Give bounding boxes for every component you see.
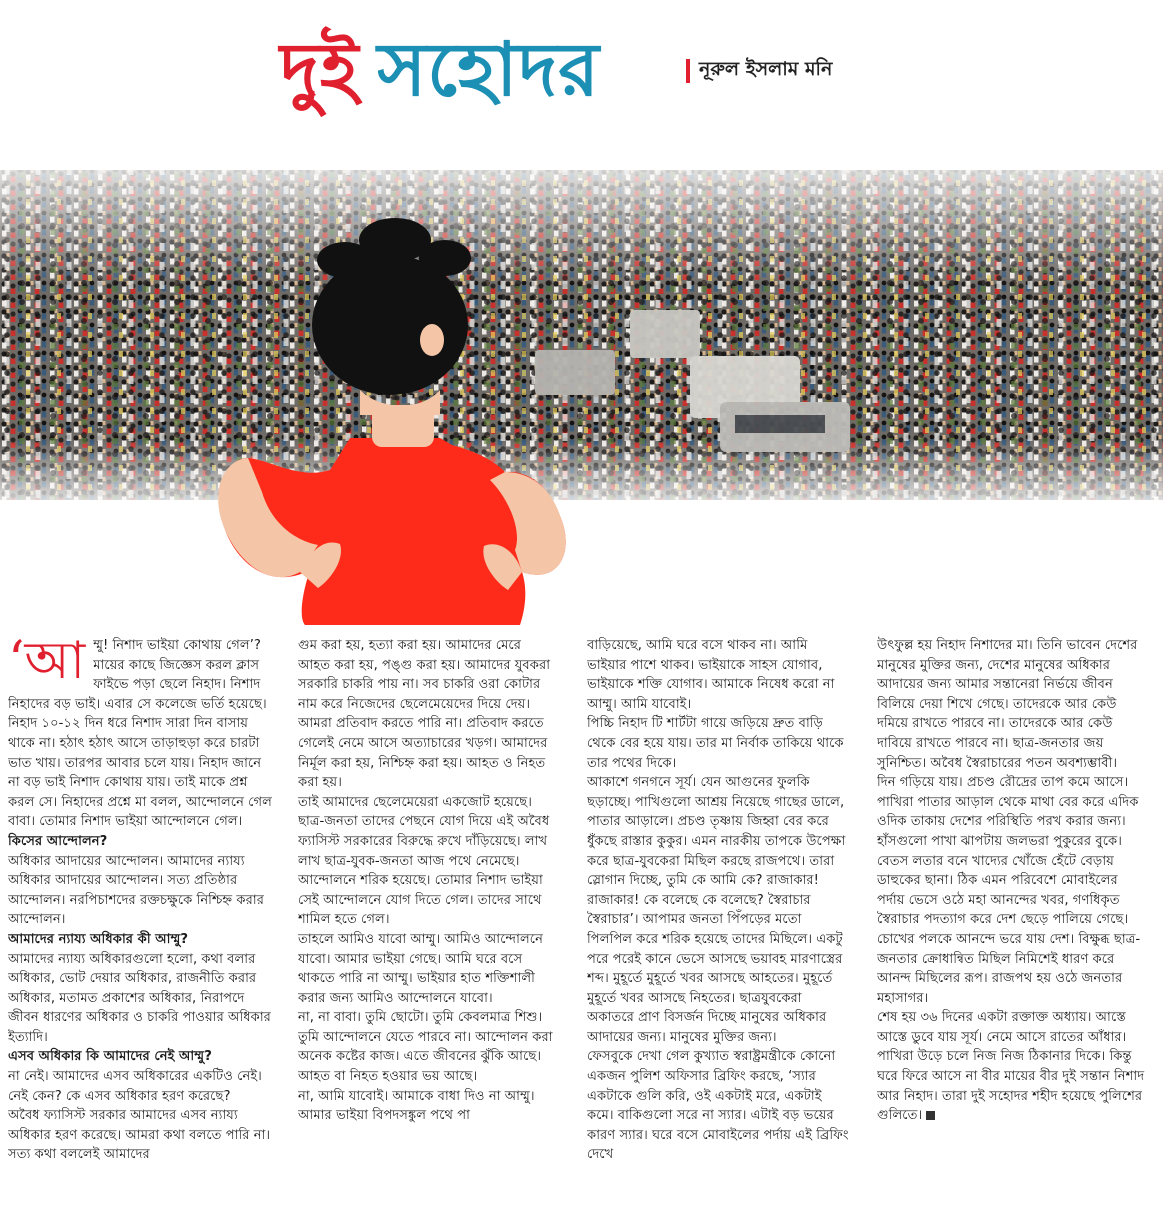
hero-illustration	[0, 140, 1163, 625]
title-word-1: দুই	[280, 27, 360, 113]
paragraph: বাড়িয়েছে, আমি ঘরে বসে থাকব না। আমি ভাইয়ার পাশে থাকব। ভাইয়াকে সাহস যোগাব, ভাইয়াকে শক্তি যোগাব। আমাকে নিষেধ করো না আম্মু। আমি যাবোই।	[587, 638, 835, 712]
dropcap: ‘আ	[8, 636, 86, 691]
byline-divider	[686, 59, 690, 83]
headline-title	[280, 22, 600, 118]
author-name: নূরুল ইসলাম মনি	[699, 58, 833, 80]
paragraph: ম্মু! নিশাদ ভাইয়া কোথায় গেল’? মায়ের কাছে জিজ্ঞেস করল ক্লাস ফাইভে পড়া ছেলে নিহাদ। নিশাদ নিহাদের বড় ভাই। এবার সে কলেজে ভর্তি হয়েছে। নিহাদ ১০-১২ দিন ধরে নিশাদ সারা দিন বাসায় থাকে না। হঠাৎ হঠাৎ আসে তাড়াহুড়া করে চারটা ভাত খায়। তারপর আবার চলে যায়। নিহাদ জানে না বড় ভাই নিশাদ কোথায় যায়। তাই মাকে প্রশ্ন করল সে। নিহাদের প্রশ্নে মা বলল, আন্দোলনে গেল বাবা। তোমার নিশাদ ভাইয়া আন্দোলনে গেল।	[8, 638, 272, 830]
paragraph: দিন গড়িয়ে যায়। প্রচণ্ড রৌদ্রের তাপ কমে আসে। পাখিরা পাতার আড়াল থেকে মাথা বের করে এদিক ওদিক তাকায় দেশের পরিস্থিতি পরখ করার জন্য। হাঁসগুলো পাখা ঝাপটায় জলভরা পুকুরের বুকে। বেতস লতার বনে খাদ্যের খোঁজে হেঁটে বেড়ায় ডাহুকের ছানা। ঠিক এমন পরিবেশে মোবাইলের পর্দায় ভেসে ওঠে মহা আনন্দের খবর, গণধিকৃত স্বৈরাচার পদত্যাগ করে দেশ ছেড়ে পালিয়ে গেছে।	[877, 775, 1139, 928]
author-byline	[686, 55, 832, 87]
article-column-4	[877, 636, 1149, 1218]
paragraph: আকাশে গনগনে সূর্য। যেন আগুনের ফুলকি ছড়াচ্ছে। পাখিগুলো আশ্রয় নিয়েছে গাছের ডালে, পাতার আড়ালে। প্রচণ্ড তৃষ্ণায় জিহ্বা বের করে ধুঁকছে রাস্তার কুকুর। এমন নারকীয় তাপকে উপেক্ষা করে ছাত্র-যুবকেরা মিছিল করছে রাজপথে। তারা স্লোগান দিচ্ছে, তুমি কে আমি কে? রাজাকার! রাজাকার! কে বলেছে কে বলেছে? স্বৈরাচার স্বৈরাচার’। আপামর জনতা পিঁপড়ের মতো পিলপিল করে শরিক হয়েছে তাদের মিছিলে। একটু পরে পরেই কানে ভেসে আসছে ভয়াবহ মারণাস্ত্রের শব্দ। মুহূর্তে মুহূর্তে খবর আসছে আহতের। মুহূর্তে মুহূর্তে খবর আসছে নিহতের। ছাত্রযুবকেরা অকাতরে প্রাণ বিসর্জন দিচ্ছে মানুষের অধিকার আদায়ের জন্য। মানুষের মুক্তির জন্য।	[587, 775, 846, 1045]
paragraph: না, আমি যাবোই। আমাকে বাধা দিও না আম্মু। আমার ভাইয়া বিপদসঙ্কুল পথে পা	[298, 1088, 535, 1124]
boy-watching-crowd-illustration	[0, 140, 1163, 625]
column-4-content	[877, 636, 1149, 1126]
section-subheading: আমাদের ন্যায্য অধিকার কী আম্মু?	[8, 931, 189, 947]
paragraph: না নেই। আমাদের এসব অধিকারের একটিও নেই।	[8, 1069, 262, 1085]
paragraph: গুম করা হয়, হত্যা করা হয়। আমাদের মেরে আহত করা হয়, পঙ্গু করা হয়। আমাদের যুবকরা সরকারি চাকরি পায় না। সব চাকরি ওরা কোটার নাম করে নিজেদের ছেলেমেয়েদের দিয়ে দেয়। আমরা প্রতিবাদ করতে পারি না। প্রতিবাদ করতে গেলেই নেমে আসে অত্যাচারের খড়গ। আমাদের নির্মূল করা হয়, নিশ্চিহ্ন করা হয়। আহত ও নিহত করা হয়।	[298, 638, 551, 791]
article-column-1	[8, 636, 276, 1218]
paragraph: তাহলে আমিও যাবো আম্মু। আমিও আন্দোলনে যাবো। আমার ভাইয়া গেছে। আমি ঘরে বসে থাকতে পারি না আম্মু। ভাইয়ার হাত শক্তিশালী করার জন্য আমিও আন্দোলনে যাবো।	[298, 931, 543, 1006]
title-word-2: সহোদর	[377, 27, 600, 113]
paragraph: না, না বাবা। তুমি ছোটো। তুমি কেবলমাত্র শিশু। তুমি আন্দোলনে যেতে পারবে না। আন্দোলন করা অনেক কষ্টের কাজ। এতে জীবনের ঝুঁকি আছে। আহত বা নিহত হওয়ার ভয় আছে।	[298, 1010, 553, 1085]
article-column-3	[587, 636, 849, 1218]
article-column-2	[298, 636, 556, 1218]
paragraph: আমাদের ন্যায্য অধিকারগুলো হলো, কথা বলার অধিকার, ভোট দেয়ার অধিকার, রাজনীতি করার অধিকার, মতামত প্রকাশের অধিকার, নিরাপদে জীবন ধারণের অধিকার ও চাকরি পাওয়ার অধিকার ইত্যাদি।	[8, 951, 271, 1045]
paragraph: উৎফুল্ল হয় নিহাদ নিশাদের মা। তিনি ভাবেন দেশের মানুষের মুক্তির জন্য, দেশের মানুষের অধিকার আদায়ের জন্য আমার সন্তানেরা নির্ভয়ে জীবন বিলিয়ে দেয়া শিখে গেছে। তাদেরকে আর কেউ দমিয়ে রাখতে পারবে না। তাদেরকে আর কেউ দাবিয়ে রাখতে পারবে না। ছাত্র-জনতার জয় সুনিশ্চিত। অবৈধ স্বৈরাচারের পতন অবশ্যম্ভাবী।	[877, 638, 1138, 771]
section-subheading: এসব অধিকার কি আমাদের নেই আম্মু?	[8, 1049, 212, 1065]
column-3-content	[587, 636, 849, 1165]
end-mark	[926, 1111, 935, 1120]
column-1-content	[8, 636, 276, 1165]
column-2-content	[298, 636, 556, 1126]
paragraph: পিচ্চি নিহাদ টি শার্টটা গায়ে জড়িয়ে দ্রুত বাড়ি থেকে বের হয়ে যায়। তার মা নির্বাক তাকিয়ে থাকে তার পথের দিকে।	[587, 716, 844, 771]
paragraph: তাই আমাদের ছেলেমেয়েরা একজোট হয়েছে। ছাত্র-জনতা তাদের পেছনে যোগ দিয়ে এই অবৈধ ফ্যাসিস্ট সরকারের বিরুদ্ধে রুখে দাঁড়িয়েছে। লাখ লাখ ছাত্র-যুবক-জনতা আজ পথে নেমেছে। আন্দোলনে শরিক হয়েছে। তোমার নিশাদ ভাইয়া সেই আন্দোলনে যোগ দিতে গেল। তাদের সাথে শামিল হতে গেল।	[298, 794, 550, 928]
paragraph: ফেসবুকে দেখা গেল কুখ্যাত স্বরাষ্ট্রমন্ত্রীকে কোনো একজন পুলিশ অফিসার ব্রিফিং করছে, ‘স্যার একটাকে গুলি করি, ওই একটাই মরে, একটাই কমে। বাকিগুলো সরে না স্যার। এটাই বড় ভয়ের কারণ স্যার। ঘরে বসে মোবাইলের পর্দায় এই ব্রিফিং দেখে	[587, 1049, 849, 1163]
paragraph: নেই কেন? কে এসব অধিকার হরণ করেছে?	[8, 1088, 231, 1104]
section-subheading: কিসের আন্দোলন?	[8, 833, 108, 849]
paragraph: অধিকার আদায়ের আন্দোলন। আমাদের ন্যায্য অধিকার আদায়ের আন্দোলন। সত্য প্রতিষ্ঠার আন্দোলন। নরপিচাশদের রক্তচক্ষুকে নিশ্চিহ্ন করার আন্দোলন।	[8, 853, 264, 928]
paragraph: চোখের পলকে আনন্দে ভরে যায় দেশ। বিক্ষুব্ধ ছাত্র-জনতার ক্রোধান্বিত মিছিল নিমিশেই ধারণ করে আনন্দ মিছিলের রূপ। রাজপথ হয় ওঠে জনতার মহাসাগর।	[877, 931, 1141, 1006]
paragraph: অবৈধ ফ্যাসিস্ট সরকার আমাদের এসব ন্যায্য অধিকার হরণ করেছে। আমরা কথা বলতে পারি না। সত্য কথা বললেই আমাদের	[8, 1108, 271, 1163]
paragraph: শেষ হয় ৩৬ দিনের একটা রক্তাক্ত অধ্যায়। আস্তে আস্তে ডুবে যায় সূর্য। নেমে আসে রাতের আঁধার। পাখিরা উড়ে চলে নিজ নিজ ঠিকানার দিকে। কিন্তু ঘরে ফিরে আসে না বীর মায়ের বীর দুই সন্তান নিশাদ আর নিহাদ। তারা দুই সহোদর শহীদ হয়েছে পুলিশের গুলিতে।	[877, 1010, 1145, 1124]
